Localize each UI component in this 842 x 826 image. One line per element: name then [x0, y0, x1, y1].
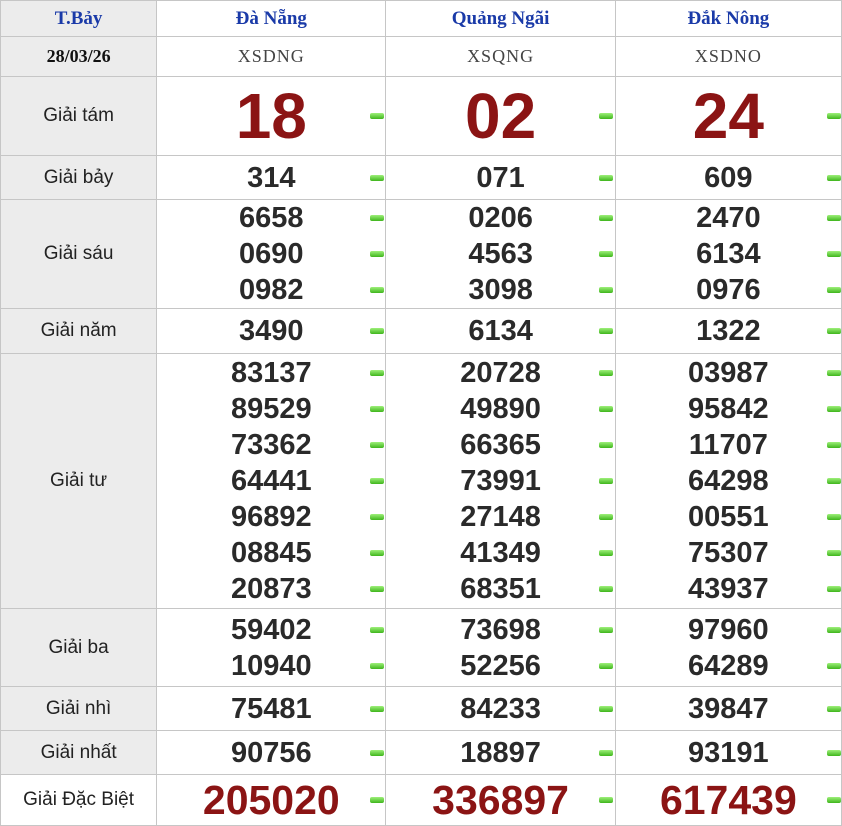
result-number: [157, 535, 385, 571]
status-dash-icon: [827, 550, 841, 556]
result-number-text: 20728: [460, 357, 541, 389]
result-number-text: 20873: [230, 573, 312, 605]
result-number: [616, 648, 841, 684]
status-dash-icon: [599, 550, 613, 556]
status-dash-icon: [827, 287, 841, 293]
status-dash-icon: [370, 750, 384, 756]
prize-label: Giải năm: [1, 309, 157, 354]
prize-label: Giải bảy: [1, 156, 157, 200]
result-number: [386, 272, 614, 308]
result-number-text: 89529: [230, 393, 312, 425]
result-number-text: 071: [476, 161, 525, 194]
status-dash-icon: [827, 442, 841, 448]
result-number: [386, 735, 614, 771]
result-number-text: 02: [464, 80, 537, 152]
result-number-list: [157, 775, 385, 825]
province-header-danang[interactable]: Đà Nẵng: [157, 1, 386, 37]
result-number-text: 0690: [239, 238, 304, 270]
status-dash-icon: [370, 215, 384, 221]
result-number-text: 73698: [460, 613, 541, 646]
prize-row-giai-ba: [1, 609, 842, 687]
result-number-text: 68351: [460, 573, 541, 605]
result-number-text: 52256: [460, 649, 541, 682]
result-number-text: 03987: [688, 357, 769, 389]
result-number-list: [157, 612, 385, 684]
result-cell-daknong: [615, 156, 841, 200]
status-dash-icon: [599, 406, 613, 412]
result-number-list: [616, 355, 841, 607]
status-dash-icon: [827, 215, 841, 221]
status-dash-icon: [599, 442, 613, 448]
result-number: [386, 691, 614, 727]
status-dash-icon: [370, 663, 384, 669]
result-number-text: 59402: [230, 613, 312, 646]
result-number-list: [616, 775, 841, 825]
result-number-list: [616, 200, 841, 308]
result-number: [616, 535, 841, 571]
result-number-text: 609: [704, 161, 753, 194]
result-number-list: [386, 735, 614, 771]
result-cell-quangngai: [386, 687, 615, 731]
status-dash-icon: [599, 586, 613, 592]
result-cell-danang: [157, 77, 386, 156]
result-number-text: 18897: [460, 736, 541, 769]
status-dash-icon: [827, 251, 841, 257]
result-number: [386, 463, 614, 499]
result-number: [157, 427, 385, 463]
result-number: [386, 571, 614, 607]
result-number: [386, 236, 614, 272]
status-dash-icon: [599, 627, 613, 633]
result-number: [157, 77, 385, 155]
result-number: [157, 272, 385, 308]
result-number: [157, 612, 385, 648]
result-number: [157, 463, 385, 499]
status-dash-icon: [827, 797, 841, 803]
status-dash-icon: [599, 113, 613, 119]
draw-date: 28/03/26: [1, 37, 157, 77]
status-dash-icon: [599, 478, 613, 484]
result-number: [616, 77, 841, 155]
prize-label: Giải Đặc Biệt: [1, 775, 157, 826]
status-dash-icon: [827, 750, 841, 756]
prize-row-giai-nhat: [1, 731, 842, 775]
result-number-list: [157, 200, 385, 308]
header-code-row: [1, 37, 842, 77]
result-number-list: [386, 160, 614, 196]
status-dash-icon: [827, 706, 841, 712]
status-dash-icon: [599, 370, 613, 376]
result-number: [386, 355, 614, 391]
result-number-list: [616, 691, 841, 727]
result-number: [157, 313, 385, 349]
status-dash-icon: [370, 550, 384, 556]
result-number: [616, 691, 841, 727]
prize-row-giai-sau: [1, 200, 842, 309]
result-number-text: 64441: [230, 465, 312, 497]
result-number-text: 6134: [696, 238, 761, 270]
result-cell-danang: [157, 156, 386, 200]
result-number-text: 00551: [688, 501, 769, 533]
status-dash-icon: [370, 406, 384, 412]
result-cell-quangngai: [386, 200, 615, 309]
result-number: [616, 313, 841, 349]
result-cell-daknong: [615, 354, 841, 609]
status-dash-icon: [599, 706, 613, 712]
result-cell-danang: [157, 775, 386, 826]
result-number-text: 41349: [460, 537, 541, 569]
status-dash-icon: [827, 175, 841, 181]
prize-row-giai-tam: [1, 77, 842, 156]
result-number: [157, 691, 385, 727]
status-dash-icon: [599, 797, 613, 803]
result-number-text: 3490: [239, 315, 304, 347]
result-number-text: 3098: [468, 274, 533, 306]
status-dash-icon: [827, 478, 841, 484]
result-number-text: 336897: [432, 777, 569, 823]
result-cell-danang: [157, 309, 386, 354]
result-number-list: [157, 735, 385, 771]
result-number: [386, 612, 614, 648]
status-dash-icon: [370, 113, 384, 119]
result-number-text: 75307: [688, 537, 769, 569]
status-dash-icon: [827, 113, 841, 119]
result-number: [616, 735, 841, 771]
result-number-text: 73362: [230, 429, 312, 461]
status-dash-icon: [370, 627, 384, 633]
result-number-list: [386, 691, 614, 727]
result-number-text: 73991: [460, 465, 541, 497]
result-cell-danang: [157, 609, 386, 687]
result-number-list: [616, 735, 841, 771]
result-number: [157, 160, 385, 196]
result-number-text: 43937: [688, 573, 769, 605]
result-number-list: [386, 775, 614, 825]
prize-row-giai-bay: [1, 156, 842, 200]
result-cell-danang: [157, 731, 386, 775]
result-number-text: 314: [247, 161, 296, 194]
status-dash-icon: [599, 251, 613, 257]
status-dash-icon: [827, 514, 841, 520]
status-dash-icon: [370, 251, 384, 257]
result-number: [157, 735, 385, 771]
prize-row-giai-nam: [1, 309, 842, 354]
status-dash-icon: [827, 370, 841, 376]
result-number: [616, 160, 841, 196]
result-cell-quangngai: [386, 309, 615, 354]
result-number: [157, 571, 385, 607]
result-cell-daknong: [615, 775, 841, 826]
result-number: [616, 427, 841, 463]
status-dash-icon: [827, 627, 841, 633]
result-cell-daknong: [615, 200, 841, 309]
result-number-text: 0982: [239, 274, 304, 306]
status-dash-icon: [827, 406, 841, 412]
result-number: [386, 499, 614, 535]
province-code-daknong: XSDNO: [615, 37, 841, 77]
status-dash-icon: [599, 750, 613, 756]
status-dash-icon: [599, 175, 613, 181]
province-code-danang: XSDNG: [157, 37, 386, 77]
prize-label: Giải sáu: [1, 200, 157, 309]
result-number-text: 93191: [688, 736, 769, 769]
result-number: [616, 612, 841, 648]
status-dash-icon: [599, 663, 613, 669]
result-number-list: [386, 313, 614, 349]
result-number: [386, 160, 614, 196]
result-number-list: [616, 77, 841, 155]
result-number-text: 39847: [688, 692, 769, 725]
result-number-text: 83137: [230, 357, 312, 389]
result-number-text: 6658: [239, 202, 304, 234]
special-prize-number: [616, 775, 841, 825]
result-number: [386, 648, 614, 684]
result-number: [386, 77, 614, 155]
result-number: [616, 355, 841, 391]
status-dash-icon: [370, 514, 384, 520]
status-dash-icon: [827, 586, 841, 592]
result-cell-quangngai: [386, 354, 615, 609]
result-number-text: 11707: [688, 429, 768, 461]
result-number: [616, 272, 841, 308]
result-cell-danang: [157, 687, 386, 731]
result-number-text: 24: [692, 80, 764, 152]
result-number-list: [386, 355, 614, 607]
prize-label: Giải ba: [1, 609, 157, 687]
status-dash-icon: [599, 328, 613, 334]
prize-label: Giải nhì: [1, 687, 157, 731]
result-number-text: 205020: [202, 777, 340, 823]
province-code-quangngai: XSQNG: [386, 37, 615, 77]
prize-row-giai-dac-biet: [1, 775, 842, 826]
status-dash-icon: [827, 663, 841, 669]
result-number-text: 84233: [460, 692, 541, 725]
status-dash-icon: [370, 175, 384, 181]
result-number-text: 1322: [696, 315, 761, 347]
result-number: [616, 236, 841, 272]
result-number: [157, 355, 385, 391]
result-number-text: 97960: [688, 613, 769, 646]
result-cell-quangngai: [386, 731, 615, 775]
result-number-text: 49890: [460, 393, 541, 425]
day-of-week: T.Bảy: [1, 1, 157, 37]
result-number-text: 6134: [468, 315, 533, 347]
result-number-text: 95842: [688, 393, 769, 425]
status-dash-icon: [370, 287, 384, 293]
status-dash-icon: [599, 514, 613, 520]
result-number-list: [157, 313, 385, 349]
result-cell-quangngai: [386, 77, 615, 156]
result-number: [386, 427, 614, 463]
result-cell-daknong: [615, 687, 841, 731]
result-number-text: 0976: [696, 274, 761, 306]
result-number-text: 96892: [230, 501, 312, 533]
result-number-text: 0206: [468, 202, 533, 234]
result-number: [157, 648, 385, 684]
result-number: [386, 200, 614, 236]
result-number-list: [157, 77, 385, 155]
result-number-text: 64289: [688, 649, 769, 682]
province-header-quangngai[interactable]: Quảng Ngãi: [386, 1, 615, 37]
result-number-list: [386, 200, 614, 308]
special-prize-number: [386, 775, 614, 825]
header-province-row: [1, 1, 842, 37]
result-cell-danang: [157, 354, 386, 609]
result-number-list: [157, 355, 385, 607]
prize-label: Giải tư: [1, 354, 157, 609]
result-number-text: 2470: [696, 202, 761, 234]
result-number: [386, 391, 614, 427]
status-dash-icon: [370, 442, 384, 448]
result-cell-quangngai: [386, 609, 615, 687]
result-number: [157, 499, 385, 535]
result-number: [157, 391, 385, 427]
result-number-list: [157, 160, 385, 196]
result-number: [157, 236, 385, 272]
result-number-text: 10940: [230, 649, 312, 682]
status-dash-icon: [827, 328, 841, 334]
prize-label: Giải nhất: [1, 731, 157, 775]
result-cell-daknong: [615, 609, 841, 687]
result-cell-quangngai: [386, 156, 615, 200]
result-number: [157, 200, 385, 236]
result-number-list: [616, 612, 841, 684]
result-number-text: 75481: [230, 692, 312, 725]
result-number-text: 617439: [659, 777, 797, 823]
status-dash-icon: [370, 370, 384, 376]
status-dash-icon: [370, 478, 384, 484]
result-number-text: 18: [235, 80, 307, 152]
result-cell-quangngai: [386, 775, 615, 826]
result-number-text: 08845: [230, 537, 312, 569]
status-dash-icon: [599, 287, 613, 293]
status-dash-icon: [370, 797, 384, 803]
result-number-list: [386, 612, 614, 684]
result-cell-daknong: [615, 731, 841, 775]
status-dash-icon: [370, 328, 384, 334]
result-number: [616, 391, 841, 427]
province-header-daknong[interactable]: Đắk Nông: [615, 1, 841, 37]
result-number-list: [616, 313, 841, 349]
prize-row-giai-tu: [1, 354, 842, 609]
result-cell-daknong: [615, 77, 841, 156]
prize-row-giai-nhi: [1, 687, 842, 731]
result-cell-daknong: [615, 309, 841, 354]
result-cell-danang: [157, 200, 386, 309]
result-number: [616, 200, 841, 236]
result-number: [616, 499, 841, 535]
result-number: [616, 571, 841, 607]
result-number-list: [386, 77, 614, 155]
result-number-text: 64298: [688, 465, 769, 497]
result-number-list: [157, 691, 385, 727]
result-number-list: [616, 160, 841, 196]
result-number: [616, 463, 841, 499]
result-number-text: 66365: [460, 429, 541, 461]
prize-label: Giải tám: [1, 77, 157, 156]
status-dash-icon: [599, 215, 613, 221]
result-number: [386, 535, 614, 571]
result-number: [386, 313, 614, 349]
status-dash-icon: [370, 706, 384, 712]
status-dash-icon: [370, 586, 384, 592]
result-number-text: 4563: [468, 238, 533, 270]
result-number-text: 90756: [230, 736, 312, 769]
result-number-text: 27148: [460, 501, 541, 533]
special-prize-number: [157, 775, 385, 825]
